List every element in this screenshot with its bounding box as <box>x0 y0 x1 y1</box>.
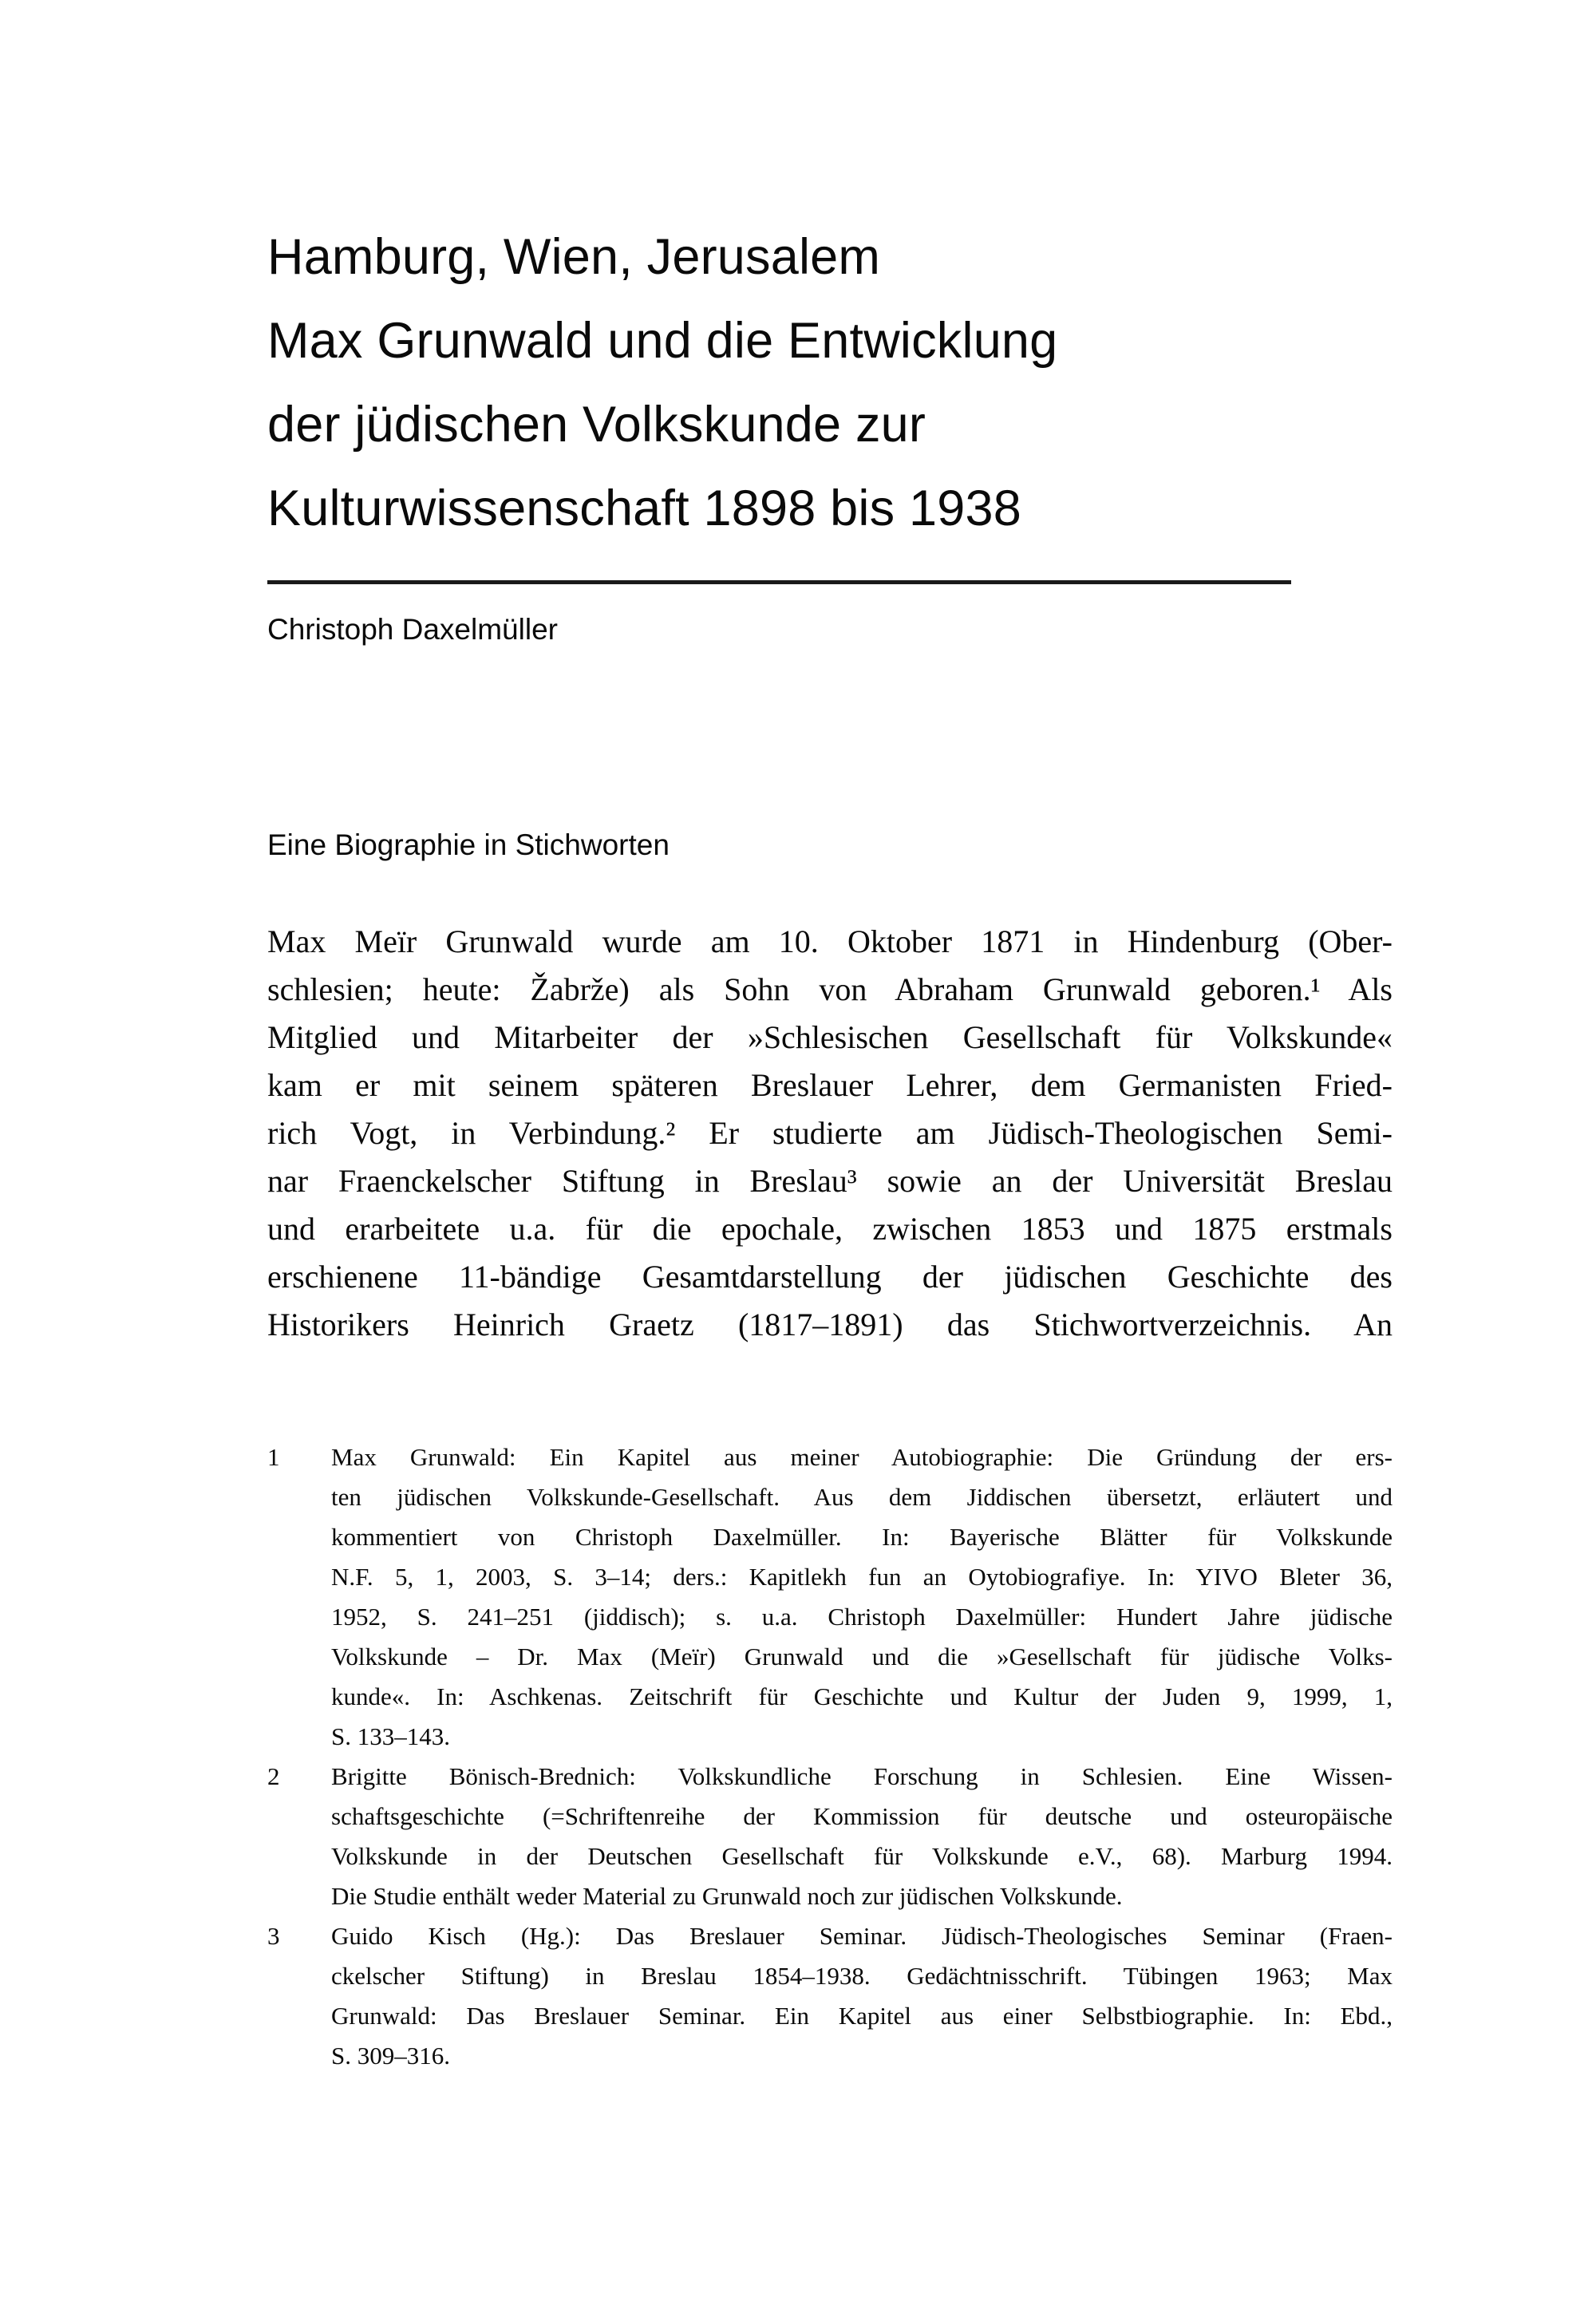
footnote-text <box>331 1916 1393 2076</box>
footnote-line: Volkskunde in der Deutschen Gesellschaft für Volkskunde e.V., 68). Marburg 1994. <box>331 1842 1393 1870</box>
body-line: rich Vogt, in Verbindung.² Er studierte am Jüdisch-Theologischen Semi- <box>267 1115 1393 1151</box>
footnotes-section <box>267 1437 1393 2076</box>
body-line: nar Fraenckelscher Stiftung in Breslau³ sowie an der Universität Breslau <box>267 1163 1393 1199</box>
footnote-line: Guido Kisch (Hg.): Das Breslauer Seminar. Jüdisch-Theologisches Seminar (Fraen- <box>331 1922 1393 1950</box>
footnote-1 <box>267 1437 1393 1757</box>
title-line: der jüdischen Volkskunde zur <box>267 397 926 453</box>
title-rule-divider <box>267 580 1291 584</box>
footnote-line: Volkskunde – Dr. Max (Meïr) Grunwald und die »Gesellschaft für jüdische Volks- <box>331 1643 1393 1670</box>
body-line: kam er mit seinem späteren Breslauer Lehrer, dem Germanisten Fried- <box>267 1067 1393 1103</box>
footnote-line: kommentiert von Christoph Daxelmüller. In: Bayerische Blätter für Volkskunde <box>331 1523 1393 1551</box>
author-name: Christoph Daxelmüller <box>267 613 558 646</box>
footnote-line: Brigitte Bönisch-Brednich: Volkskundliche Forschung in Schlesien. Eine Wissen- <box>331 1762 1393 1790</box>
footnote-number: 1 <box>267 1443 280 1471</box>
footnote-line: ten jüdischen Volkskunde-Gesellschaft. Aus dem Jiddischen übersetzt, erläutert und <box>331 1483 1393 1511</box>
footnote-line: N.F. 5, 1, 2003, S. 3–14; ders.: Kapitlekh fun an Oytobiografiye. In: YIVO Bleter 36, <box>331 1563 1393 1591</box>
footnote-line: schaftsgeschichte (=Schriftenreihe der Kommission für deutsche und osteuropäische <box>331 1802 1393 1830</box>
footnote-line: Max Grunwald: Ein Kapitel aus meiner Autobiographie: Die Gründung der ers- <box>331 1443 1393 1471</box>
footnote-line: S. 309–316. <box>331 2042 450 2070</box>
footnote-number: 3 <box>267 1922 280 1950</box>
footnote-2 <box>267 1757 1393 1916</box>
footnote-text <box>331 1757 1393 1916</box>
footnote-line: Die Studie enthält weder Material zu Grunwald noch zur jüdischen Volkskunde. <box>331 1882 1123 1910</box>
body-line: schlesien; heute: Žabrže) als Sohn von Abraham Grunwald geboren.¹ Als <box>267 971 1393 1007</box>
body-line: erschienene 11-bändige Gesamtdarstellung der jüdischen Geschichte des <box>267 1259 1393 1295</box>
body-paragraph <box>267 918 1393 1349</box>
title-line: Max Grunwald und die Entwicklung <box>267 313 1058 369</box>
page-title <box>267 215 1393 551</box>
body-line: und erarbeitete u.a. für die epochale, zwischen 1853 und 1875 erstmals <box>267 1211 1393 1247</box>
footnote-line: S. 133–143. <box>331 1722 450 1750</box>
title-line: Kulturwissenschaft 1898 bis 1938 <box>267 480 1021 536</box>
footnote-line: Grunwald: Das Breslauer Seminar. Ein Kapitel aus einer Selbstbiographie. In: Ebd., <box>331 2002 1393 2030</box>
footnote-number: 2 <box>267 1762 280 1790</box>
footnote-text <box>331 1437 1393 1757</box>
body-line: Historikers Heinrich Graetz (1817–1891) das Stichwortverzeichnis. An <box>267 1307 1393 1342</box>
footnote-line: ckelscher Stiftung) in Breslau 1854–1938. Gedächtnisschrift. Tübingen 1963; Max <box>331 1962 1393 1990</box>
title-line: Hamburg, Wien, Jerusalem <box>267 229 881 285</box>
footnote-line: 1952, S. 241–251 (jiddisch); s. u.a. Christoph Daxelmüller: Hundert Jahre jüdische <box>331 1603 1393 1631</box>
footnote-line: kunde«. In: Aschkenas. Zeitschrift für Geschichte und Kultur der Juden 9, 1999, 1, <box>331 1682 1393 1710</box>
page-content <box>267 0 1393 2309</box>
body-line: Max Meïr Grunwald wurde am 10. Oktober 1871 in Hindenburg (Ober- <box>267 923 1393 959</box>
footnote-3 <box>267 1916 1393 2076</box>
body-line: Mitglied und Mitarbeiter der »Schlesischen Gesellschaft für Volkskunde« <box>267 1019 1393 1055</box>
section-heading: Eine Biographie in Stichworten <box>267 828 670 861</box>
